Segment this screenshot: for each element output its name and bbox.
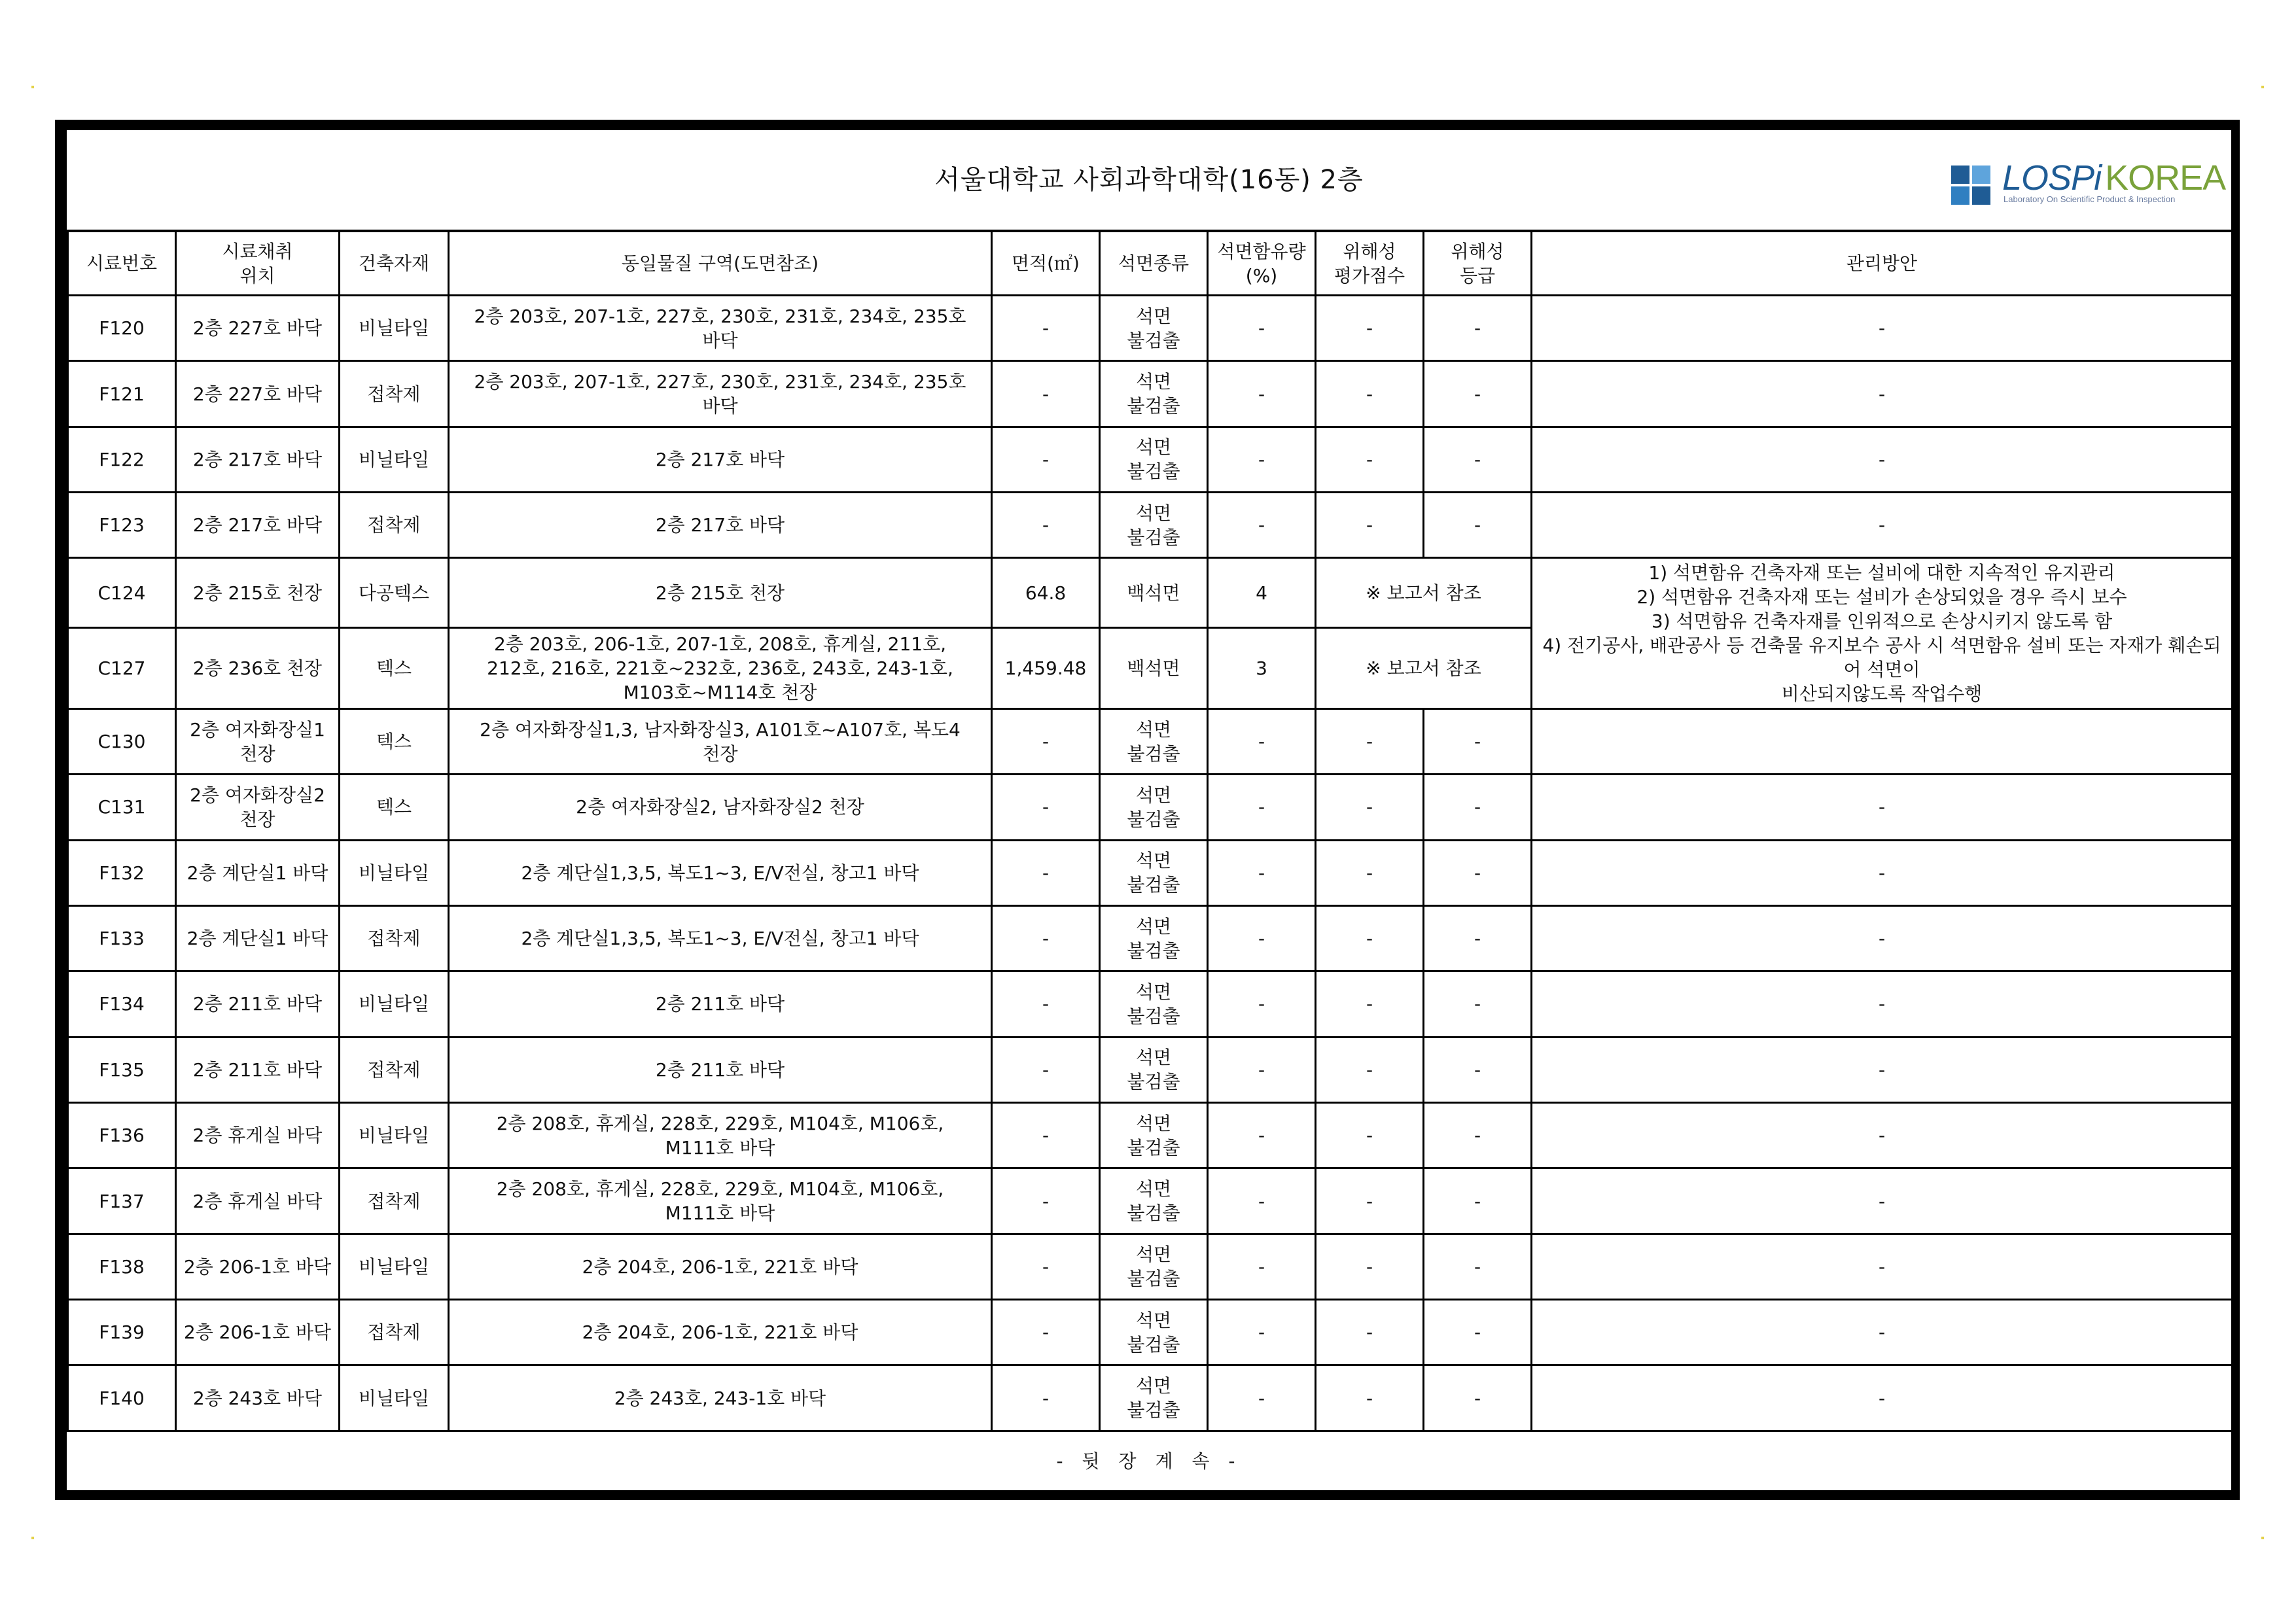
- corner-mark: [2261, 86, 2264, 88]
- risk-score: -: [1316, 1103, 1424, 1168]
- risk-grade: -: [1424, 1300, 1532, 1365]
- sample-location: 2층 휴게실 바닥: [176, 1168, 340, 1234]
- sample-id: C131: [68, 775, 176, 840]
- building-material: 비닐타일: [340, 840, 449, 905]
- asbestos-type: 석면 불검출: [1100, 1168, 1208, 1234]
- building-material: 비닐타일: [340, 1103, 449, 1168]
- building-material: 접착제: [340, 1168, 449, 1234]
- risk-grade: -: [1424, 361, 1532, 427]
- sample-id: F132: [68, 840, 176, 905]
- area-value: -: [992, 361, 1100, 427]
- corner-mark: [31, 1537, 34, 1539]
- column-header: 석면함유량 (%): [1208, 231, 1316, 296]
- risk-score: -: [1316, 708, 1424, 774]
- asbestos-content: -: [1208, 296, 1316, 361]
- table-row: [68, 840, 2233, 905]
- asbestos-content: -: [1208, 840, 1316, 905]
- sample-id: C127: [68, 627, 176, 708]
- sample-id: F138: [68, 1234, 176, 1299]
- area-value: -: [992, 427, 1100, 492]
- table-row: [68, 1103, 2233, 1168]
- risk-report-reference: ※ 보고서 참조: [1316, 558, 1532, 628]
- asbestos-type: 석면 불검출: [1100, 1234, 1208, 1299]
- risk-score: -: [1316, 1168, 1424, 1234]
- table-row: [68, 361, 2233, 427]
- table-row: [68, 971, 2233, 1037]
- corner-mark: [2261, 1537, 2264, 1539]
- management-plan: [1532, 708, 2233, 774]
- column-header: 위해성 등급: [1424, 231, 1532, 296]
- column-header: 시료번호: [68, 231, 176, 296]
- management-plan: -: [1532, 840, 2233, 905]
- area-value: -: [992, 971, 1100, 1037]
- column-header: 동일물질 구역(도면참조): [449, 231, 992, 296]
- sample-location: 2층 계단실1 바닥: [176, 840, 340, 905]
- management-plan: -: [1532, 1103, 2233, 1168]
- homogeneous-zone: 2층 211호 바닥: [449, 971, 992, 1037]
- risk-grade: -: [1424, 1168, 1532, 1234]
- risk-grade: -: [1424, 905, 1532, 971]
- risk-grade: -: [1424, 1234, 1532, 1299]
- asbestos-content: -: [1208, 1365, 1316, 1431]
- logo-wordmark: LOSPi KOREA: [2002, 158, 2226, 198]
- building-material: 접착제: [340, 361, 449, 427]
- sample-location: 2층 여자화장실2 천장: [176, 775, 340, 840]
- risk-report-reference: ※ 보고서 참조: [1316, 627, 1532, 708]
- asbestos-type: 석면 불검출: [1100, 775, 1208, 840]
- asbestos-content: 4: [1208, 558, 1316, 628]
- table-row: [68, 905, 2233, 971]
- table-row: [68, 1037, 2233, 1102]
- management-note-line: 1) 석면함유 건축자재 또는 설비에 대한 지속적인 유지관리: [1648, 562, 2115, 584]
- risk-grade: -: [1424, 708, 1532, 774]
- sample-id: F137: [68, 1168, 176, 1234]
- building-material: 접착제: [340, 1037, 449, 1102]
- building-material: 텍스: [340, 708, 449, 774]
- risk-grade: -: [1424, 427, 1532, 492]
- table-row: [68, 775, 2233, 840]
- homogeneous-zone: 2층 계단실1,3,5, 복도1~3, E/V전실, 창고1 바닥: [449, 840, 992, 905]
- risk-grade: -: [1424, 296, 1532, 361]
- sample-id: F135: [68, 1037, 176, 1102]
- area-value: 1,459.48: [992, 627, 1100, 708]
- sample-id: F121: [68, 361, 176, 427]
- risk-grade: -: [1424, 1037, 1532, 1102]
- risk-grade: -: [1424, 971, 1532, 1037]
- table-row: [68, 708, 2233, 774]
- homogeneous-zone: 2층 243호, 243-1호 바닥: [449, 1365, 992, 1431]
- table-row: [68, 427, 2233, 492]
- asbestos-type: 석면 불검출: [1100, 1037, 1208, 1102]
- homogeneous-zone: 2층 204호, 206-1호, 221호 바닥: [449, 1300, 992, 1365]
- risk-grade: -: [1424, 775, 1532, 840]
- risk-score: -: [1316, 427, 1424, 492]
- sample-location: 2층 계단실1 바닥: [176, 905, 340, 971]
- column-header: 면적(㎡): [992, 231, 1100, 296]
- building-material: 비닐타일: [340, 1234, 449, 1299]
- asbestos-content: -: [1208, 361, 1316, 427]
- sample-id: F123: [68, 493, 176, 558]
- asbestos-type: 석면 불검출: [1100, 493, 1208, 558]
- risk-score: -: [1316, 1365, 1424, 1431]
- sample-location: 2층 211호 바닥: [176, 971, 340, 1037]
- asbestos-content: -: [1208, 708, 1316, 774]
- sample-location: 2층 243호 바닥: [176, 1365, 340, 1431]
- homogeneous-zone: 2층 211호 바닥: [449, 1037, 992, 1102]
- homogeneous-zone: 2층 계단실1,3,5, 복도1~3, E/V전실, 창고1 바닥: [449, 905, 992, 971]
- homogeneous-zone: 2층 217호 바닥: [449, 493, 992, 558]
- risk-grade: -: [1424, 493, 1532, 558]
- building-material: 접착제: [340, 905, 449, 971]
- building-material: 접착제: [340, 493, 449, 558]
- column-header: 건축자재: [340, 231, 449, 296]
- asbestos-survey-table: [67, 230, 2233, 1432]
- building-material: 텍스: [340, 775, 449, 840]
- area-value: -: [992, 840, 1100, 905]
- homogeneous-zone: 2층 208호, 휴게실, 228호, 229호, M104호, M106호, M111호 바닥: [449, 1103, 992, 1168]
- asbestos-content: -: [1208, 1234, 1316, 1299]
- management-plan: -: [1532, 1234, 2233, 1299]
- management-note-line: 3) 석면함유 건축자재를 인위적으로 손상시키지 않도록 함: [1651, 610, 2113, 633]
- sample-location: 2층 227호 바닥: [176, 296, 340, 361]
- column-header: 위해성 평가점수: [1316, 231, 1424, 296]
- management-plan: -: [1532, 905, 2233, 971]
- asbestos-type: 석면 불검출: [1100, 361, 1208, 427]
- table-row: [68, 296, 2233, 361]
- table-row: [68, 558, 2233, 628]
- management-plan: -: [1532, 427, 2233, 492]
- sample-location: 2층 236호 천장: [176, 627, 340, 708]
- management-plan: -: [1532, 1300, 2233, 1365]
- risk-grade: -: [1424, 1103, 1532, 1168]
- management-plan: -: [1532, 775, 2233, 840]
- column-header: 시료채취 위치: [176, 231, 340, 296]
- asbestos-content: -: [1208, 1103, 1316, 1168]
- homogeneous-zone: 2층 여자화장실1,3, 남자화장실3, A101호~A107호, 복도4 천장: [449, 708, 992, 774]
- asbestos-content: -: [1208, 493, 1316, 558]
- risk-score: -: [1316, 296, 1424, 361]
- management-plan: -: [1532, 361, 2233, 427]
- table-row: [68, 1168, 2233, 1234]
- management-plan: -: [1532, 296, 2233, 361]
- sample-id: F139: [68, 1300, 176, 1365]
- risk-score: -: [1316, 493, 1424, 558]
- homogeneous-zone: 2층 208호, 휴게실, 228호, 229호, M104호, M106호, M111호 바닥: [449, 1168, 992, 1234]
- sample-location: 2층 227호 바닥: [176, 361, 340, 427]
- continued-footer: - 뒷 장 계 속 -: [1056, 1450, 1242, 1472]
- risk-grade: -: [1424, 840, 1532, 905]
- homogeneous-zone: 2층 203호, 206-1호, 207-1호, 208호, 휴게실, 211호, 212호, 216호, 221호~232호, 236호, 243호, 243-1호, M103호~M114호 천장: [449, 627, 992, 708]
- management-notes: [1532, 558, 2233, 708]
- sample-id: C124: [68, 558, 176, 628]
- asbestos-type: 석면 불검출: [1100, 1103, 1208, 1168]
- table-row: [68, 493, 2233, 558]
- sample-location: 2층 206-1호 바닥: [176, 1234, 340, 1299]
- asbestos-type: 석면 불검출: [1100, 1300, 1208, 1365]
- asbestos-type: 석면 불검출: [1100, 840, 1208, 905]
- sample-id: F133: [68, 905, 176, 971]
- area-value: -: [992, 493, 1100, 558]
- area-value: -: [992, 1037, 1100, 1102]
- asbestos-type: 석면 불검출: [1100, 296, 1208, 361]
- risk-score: -: [1316, 775, 1424, 840]
- asbestos-content: -: [1208, 905, 1316, 971]
- sample-location: 2층 217호 바닥: [176, 427, 340, 492]
- management-note-line: 비산되지않도록 작업수행: [1781, 683, 1983, 705]
- corner-mark: [31, 86, 34, 88]
- asbestos-type: 석면 불검출: [1100, 1365, 1208, 1431]
- risk-score: -: [1316, 1300, 1424, 1365]
- sample-id: C130: [68, 708, 176, 774]
- risk-score: -: [1316, 971, 1424, 1037]
- sample-location: 2층 217호 바닥: [176, 493, 340, 558]
- area-value: -: [992, 905, 1100, 971]
- risk-score: -: [1316, 361, 1424, 427]
- building-material: 비닐타일: [340, 971, 449, 1037]
- area-value: -: [992, 775, 1100, 840]
- homogeneous-zone: 2층 217호 바닥: [449, 427, 992, 492]
- table-header-row: [68, 231, 2233, 296]
- sample-id: F120: [68, 296, 176, 361]
- asbestos-content: -: [1208, 1037, 1316, 1102]
- area-value: -: [992, 1365, 1100, 1431]
- homogeneous-zone: 2층 여자화장실2, 남자화장실2 천장: [449, 775, 992, 840]
- asbestos-content: -: [1208, 1168, 1316, 1234]
- area-value: -: [992, 1103, 1100, 1168]
- asbestos-type: 석면 불검출: [1100, 708, 1208, 774]
- asbestos-content: 3: [1208, 627, 1316, 708]
- table-row: [68, 1234, 2233, 1299]
- sample-location: 2층 206-1호 바닥: [176, 1300, 340, 1365]
- table-row: [68, 1365, 2233, 1431]
- asbestos-content: -: [1208, 427, 1316, 492]
- risk-score: -: [1316, 1234, 1424, 1299]
- risk-score: -: [1316, 1037, 1424, 1102]
- homogeneous-zone: 2층 203호, 207-1호, 227호, 230호, 231호, 234호, 235호 바닥: [449, 296, 992, 361]
- sample-location: 2층 211호 바닥: [176, 1037, 340, 1102]
- management-plan: -: [1532, 1168, 2233, 1234]
- management-note-line: 2) 석면함유 건축자재 또는 설비가 손상되었을 경우 즉시 보수: [1636, 586, 2127, 608]
- column-header: 석면종류: [1100, 231, 1208, 296]
- area-value: -: [992, 708, 1100, 774]
- homogeneous-zone: 2층 204호, 206-1호, 221호 바닥: [449, 1234, 992, 1299]
- homogeneous-zone: 2층 203호, 207-1호, 227호, 230호, 231호, 234호, 235호 바닥: [449, 361, 992, 427]
- area-value: -: [992, 1168, 1100, 1234]
- column-header: 관리방안: [1532, 231, 2233, 296]
- table-row: [68, 1300, 2233, 1365]
- asbestos-type: 백석면: [1100, 558, 1208, 628]
- asbestos-type: 석면 불검출: [1100, 905, 1208, 971]
- building-material: 다공텍스: [340, 558, 449, 628]
- company-logo: [1951, 156, 2226, 209]
- building-material: 텍스: [340, 627, 449, 708]
- management-plan: -: [1532, 1037, 2233, 1102]
- building-material: 비닐타일: [340, 1365, 449, 1431]
- area-value: -: [992, 1300, 1100, 1365]
- building-material: 비닐타일: [340, 427, 449, 492]
- risk-score: -: [1316, 840, 1424, 905]
- management-plan: -: [1532, 1365, 2233, 1431]
- asbestos-type: 석면 불검출: [1100, 427, 1208, 492]
- sample-location: 2층 휴게실 바닥: [176, 1103, 340, 1168]
- management-plan: -: [1532, 493, 2233, 558]
- sample-location: 2층 여자화장실1 천장: [176, 708, 340, 774]
- area-value: 64.8: [992, 558, 1100, 628]
- building-material: 비닐타일: [340, 296, 449, 361]
- management-note-line: 4) 전기공사, 배관공사 등 건축물 유지보수 공사 시 석면함유 설비 또는 자재가 훼손되어 석면이: [1542, 635, 2221, 681]
- sample-id: F140: [68, 1365, 176, 1431]
- area-value: -: [992, 1234, 1100, 1299]
- risk-grade: -: [1424, 1365, 1532, 1431]
- sample-id: F134: [68, 971, 176, 1037]
- homogeneous-zone: 2층 215호 천장: [449, 558, 992, 628]
- risk-score: -: [1316, 905, 1424, 971]
- asbestos-content: -: [1208, 971, 1316, 1037]
- management-plan: -: [1532, 971, 2233, 1037]
- logo-squares-icon: [1951, 166, 1992, 206]
- sample-id: F122: [68, 427, 176, 492]
- sample-id: F136: [68, 1103, 176, 1168]
- sample-location: 2층 215호 천장: [176, 558, 340, 628]
- header-bar: [67, 130, 2231, 230]
- asbestos-content: -: [1208, 775, 1316, 840]
- document-title: 서울대학교 사회과학대학(16동) 2층: [934, 165, 1364, 195]
- asbestos-type: 백석면: [1100, 627, 1208, 708]
- area-value: -: [992, 296, 1100, 361]
- asbestos-content: -: [1208, 1300, 1316, 1365]
- asbestos-type: 석면 불검출: [1100, 971, 1208, 1037]
- logo-tagline: Laboratory On Scientific Product & Inspection: [2004, 194, 2176, 204]
- building-material: 접착제: [340, 1300, 449, 1365]
